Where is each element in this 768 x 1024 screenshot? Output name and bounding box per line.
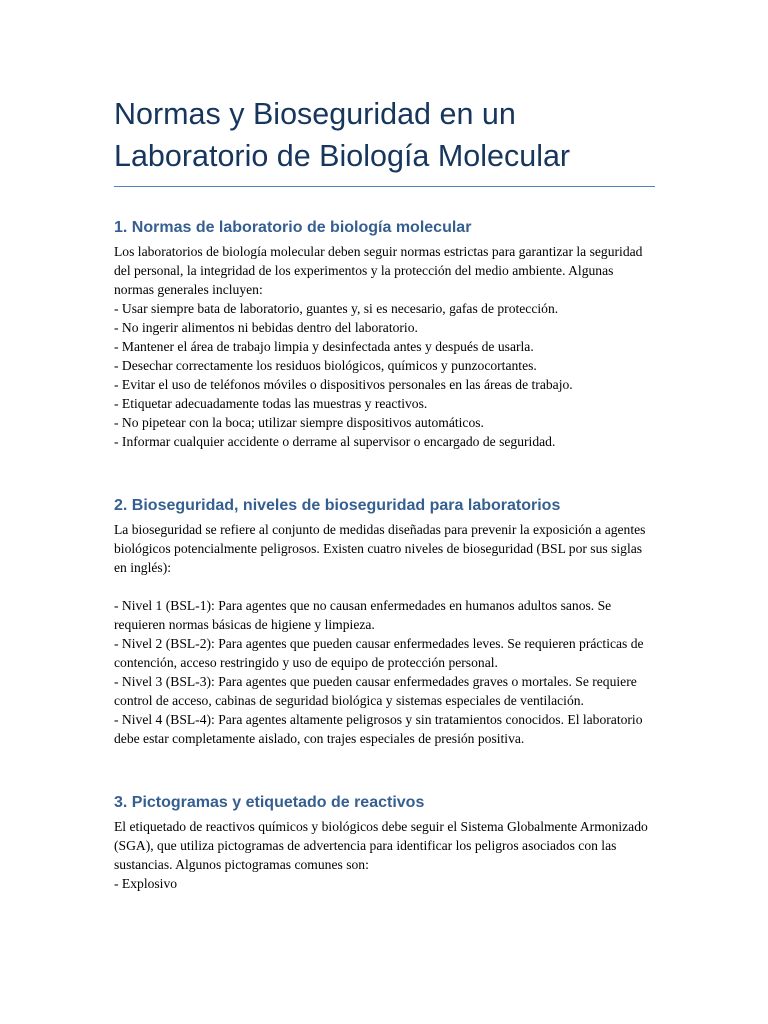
document-title-line-1: Normas y Bioseguridad en un: [114, 97, 516, 131]
list-item: - Nivel 1 (BSL-1): Para agentes que no causan enfermedades en humanos adultos sanos. Se requieren normas básicas de higiene y limpieza.: [114, 598, 612, 632]
list-item: - Desechar correctamente los residuos biológicos, químicos y punzocortantes.: [114, 358, 537, 373]
list-item: - Mantener el área de trabajo limpia y desinfectada antes y después de usarla.: [114, 339, 534, 354]
list-item: - Evitar el uso de teléfonos móviles o dispositivos personales en las áreas de trabajo.: [114, 377, 573, 392]
list-item: - Explosivo: [114, 876, 178, 891]
document-title: [114, 0, 656, 177]
list-item: - Nivel 4 (BSL-4): Para agentes altamente peligrosos y sin tratamientos conocidos. El laboratorio debe estar completamente aislado, con trajes especiales de presión positiva.: [114, 712, 643, 746]
section-bioseguridad: [114, 495, 656, 748]
section-heading: 1. Normas de laboratorio de biología molecular: [114, 219, 472, 236]
section-intro: La bioseguridad se refiere al conjunto de medidas diseñadas para prevenir la exposición a agentes biológicos potencialmente peligrosos. Existen cuatro niveles de bioseguridad (BSL por sus siglas en inglés):: [114, 522, 646, 575]
section-pictogramas: [114, 792, 656, 893]
title-underline: [114, 186, 655, 187]
section-intro: El etiquetado de reactivos químicos y biológicos debe seguir el Sistema Globalmente Armonizado (SGA), que utiliza pictogramas de advertencia para identificar los peligros asociados con las sustancias. Algunos pictogramas comunes son:: [114, 819, 648, 872]
list-item: - No ingerir alimentos ni bebidas dentro del laboratorio.: [114, 320, 418, 335]
section-heading: 2. Bioseguridad, niveles de bioseguridad para laboratorios: [114, 497, 561, 514]
list-item: - No pipetear con la boca; utilizar siempre dispositivos automáticos.: [114, 415, 484, 430]
list-item: - Etiquetar adecuadamente todas las muestras y reactivos.: [114, 396, 428, 411]
section-normas-laboratorio: [114, 217, 656, 451]
list-item: - Nivel 2 (BSL-2): Para agentes que pueden causar enfermedades leves. Se requieren prácticas de contención, acceso restringido y uso de equipo de protección personal.: [114, 636, 644, 670]
section-heading: 3. Pictogramas y etiquetado de reactivos: [114, 794, 425, 811]
list-item: - Nivel 3 (BSL-3): Para agentes que pueden causar enfermedades graves o mortales. Se requiere control de acceso, cabinas de seguridad biológica y sistemas especiales de ventilación.: [114, 674, 637, 708]
section-body: [114, 817, 656, 893]
document-title-line-2: Laboratorio de Biología Molecular: [114, 139, 571, 173]
list-item: - Usar siempre bata de laboratorio, guantes y, si es necesario, gafas de protección.: [114, 301, 559, 316]
section-body: [114, 242, 656, 451]
list-item: - Informar cualquier accidente o derrame al supervisor o encargado de seguridad.: [114, 434, 556, 449]
blank-line: [114, 577, 656, 596]
document-page: [114, 0, 656, 893]
section-body: [114, 520, 656, 748]
section-intro: Los laboratorios de biología molecular deben seguir normas estrictas para garantizar la seguridad del personal, la integridad de los experimentos y la protección del medio ambiente. Algunas normas generales incluyen:: [114, 244, 643, 297]
